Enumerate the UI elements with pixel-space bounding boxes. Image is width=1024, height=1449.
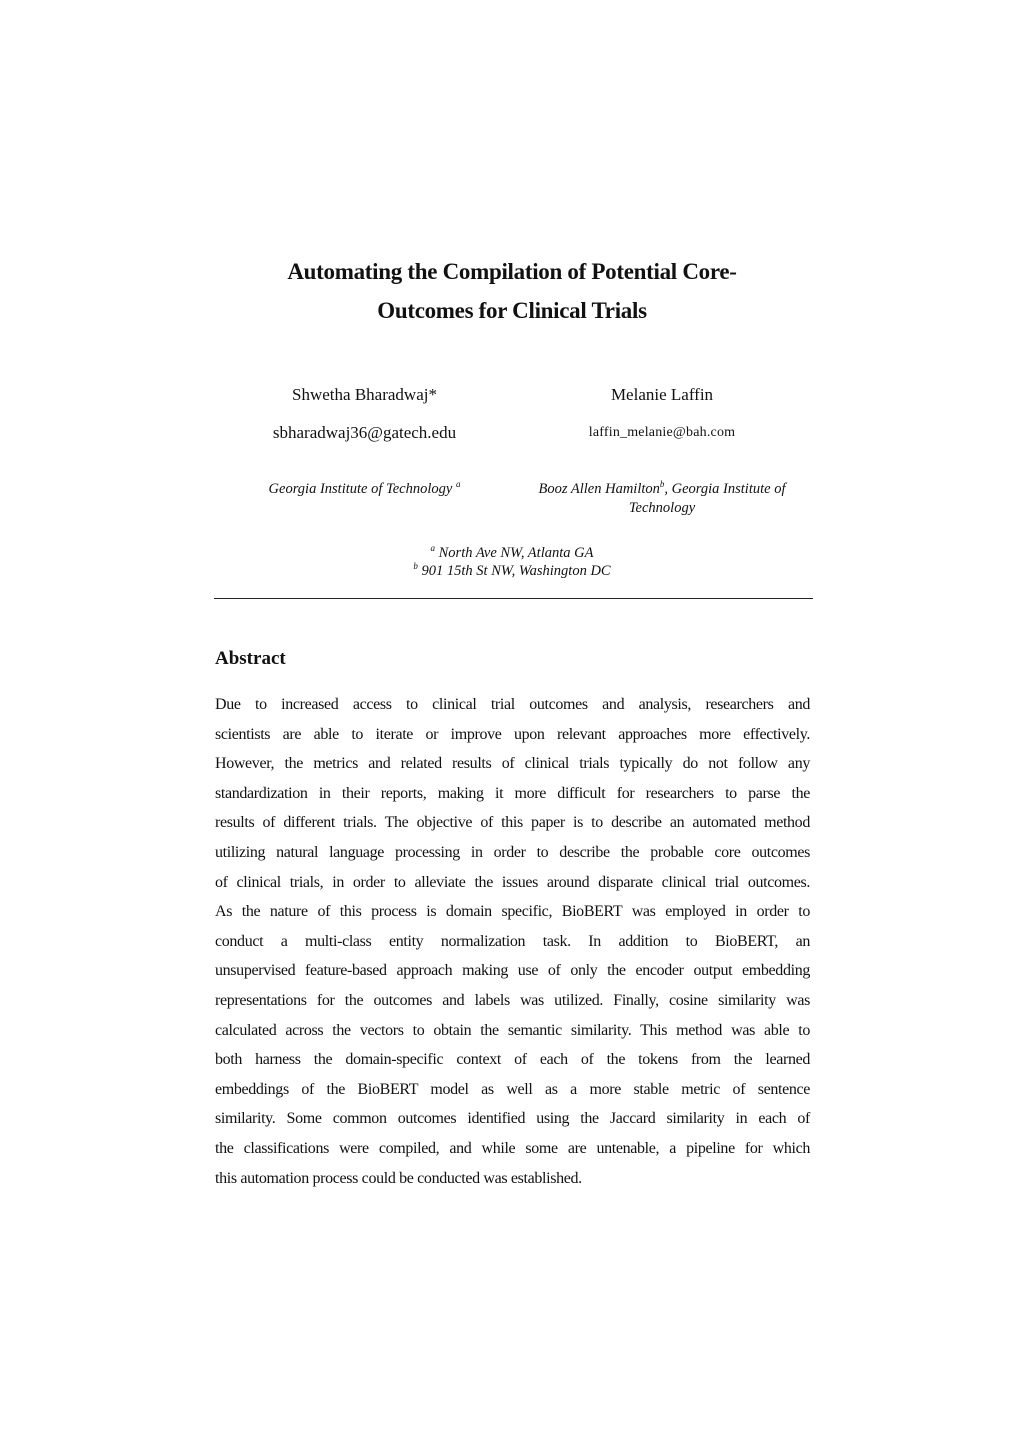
address-mark-b: b [413, 561, 418, 571]
abstract-line: conduct a multi-class entity normalization task. In addition to BioBERT, an [215, 932, 810, 950]
author-1-affiliation-text: Georgia Institute of Technology [268, 481, 453, 497]
address-block [0, 544, 1024, 580]
abstract-line: this automation process could be conducted was established. [215, 1169, 582, 1187]
author-2-name: Melanie Laffin [610, 385, 714, 404]
abstract-line: scientists are able to iterate or improve upon relevant approaches more effectively. [215, 725, 810, 743]
abstract-line: both harness the domain-specific context of each of the tokens from the learned [215, 1051, 810, 1069]
abstract-line: the classifications were compiled, and while some are untenable, a pipeline for which [215, 1139, 810, 1157]
abstract-body [215, 690, 810, 1193]
author-2-affiliation-text: Booz Allen Hamilton [538, 481, 660, 497]
author-2-affiliation-text-2: , Georgia Institute of [664, 481, 786, 497]
author-2-affiliation-text-3: Technology [628, 500, 696, 516]
author-1-name: Shwetha Bharadwaj* [292, 385, 437, 404]
author-1-affiliation [212, 480, 517, 499]
abstract-line: standardization in their reports, making it more difficult for researchers to parse the [215, 784, 810, 802]
abstract-line: As the nature of this process is domain specific, BioBERT was employed in order to [215, 903, 810, 921]
author-2-affiliation [512, 480, 812, 518]
address-mark-a: a [430, 543, 436, 553]
abstract-line: Due to increased access to clinical trial outcomes and analysis, researchers and [215, 696, 810, 713]
abstract-line: of clinical trials, in order to alleviate the issues around disparate clinical trial outcomes. [215, 873, 810, 891]
abstract-line: unsupervised feature-based approach making use of only the encoder output embedding [215, 962, 810, 980]
abstract-line: utilizing natural language processing in order to describe the probable core outcomes [215, 843, 810, 861]
author-1-affiliation-mark: a [455, 479, 461, 489]
abstract-line: calculated across the vectors to obtain the semantic similarity. This method was able to [215, 1021, 810, 1039]
abstract-line: representations for the outcomes and labels was utilized. Finally, cosine similarity was [215, 991, 810, 1009]
address-line-a [0, 544, 1024, 562]
header-divider [214, 598, 813, 599]
author-2-email: laffin_melanie@bah.com [588, 425, 736, 440]
abstract-line: However, the metrics and related results of clinical trials typically do not follow any [215, 755, 810, 773]
address-text-b: 901 15th St NW, Washington DC [417, 563, 611, 579]
abstract-line: results of different trials. The objective of this paper is to describe an automated method [215, 814, 810, 832]
abstract-heading: Abstract [215, 648, 286, 669]
abstract-line: embeddings of the BioBERT model as well as a more stable metric of sentence [215, 1080, 810, 1098]
author-1-email: sbharadwaj36@gatech.edu [272, 423, 457, 442]
address-line-b [0, 562, 1024, 580]
author-2-affiliation-mark: b [659, 479, 665, 489]
title-line-1: Automating the Compilation of Potential Core- [287, 259, 737, 284]
paper-title [0, 252, 1024, 330]
address-text-a: North Ave NW, Atlanta GA [435, 545, 594, 561]
abstract-line: similarity. Some common outcomes identified using the Jaccard similarity in each of [215, 1110, 810, 1128]
title-line-2: Outcomes for Clinical Trials [377, 298, 647, 323]
